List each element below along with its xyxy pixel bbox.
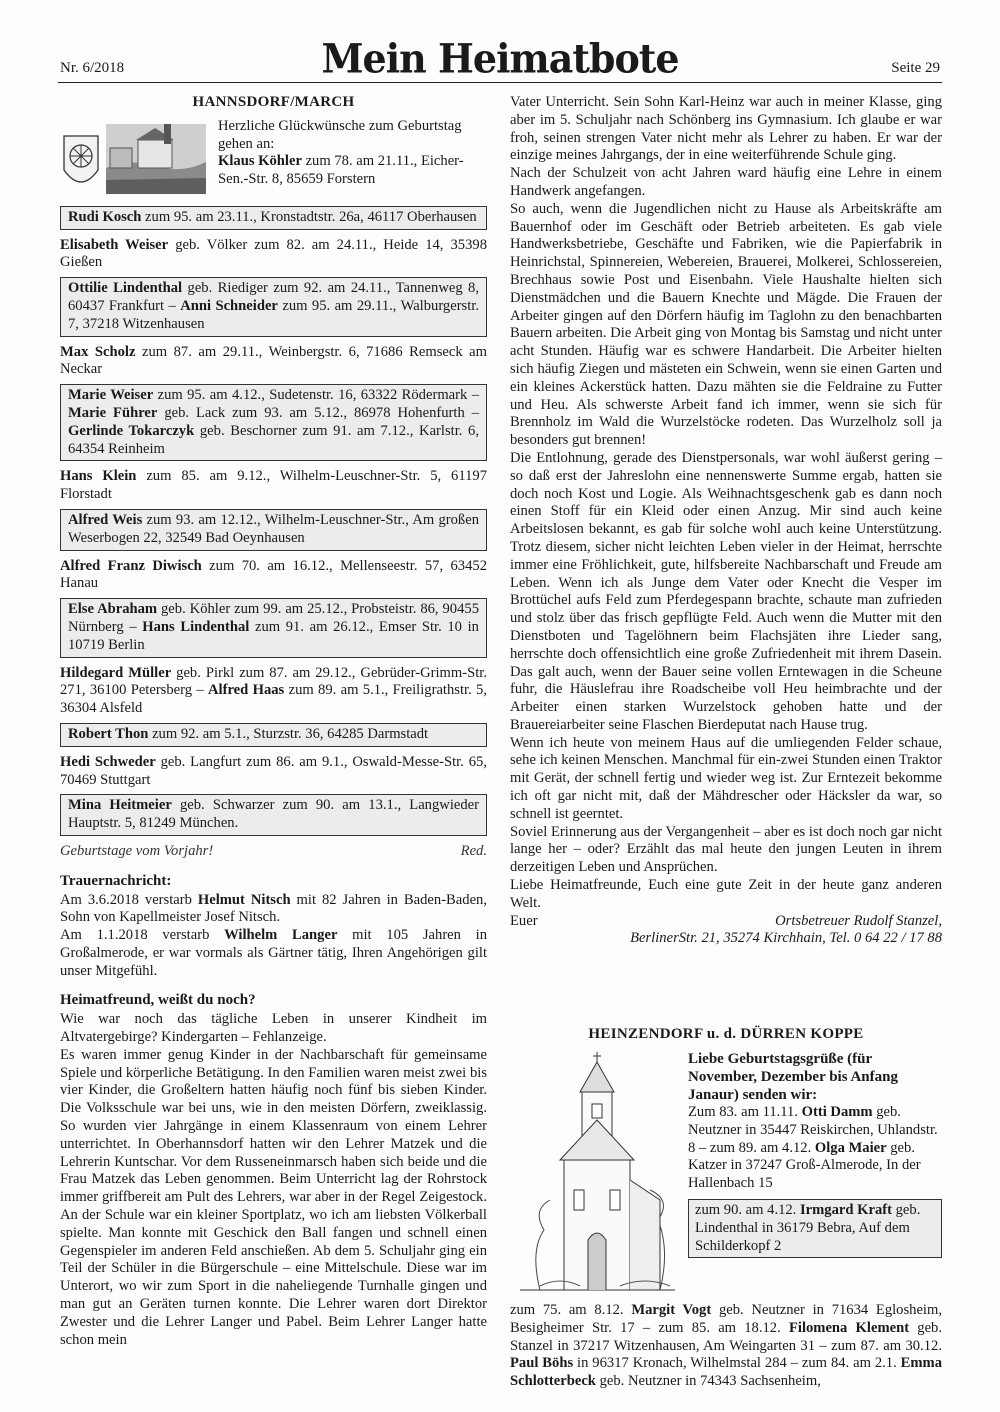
- obituary-paragraph: Am 3.6.2018 verstarb Helmut Nitsch mit 82 Jahren in Baden-Baden, Sohn von Kapellmeister Josef Nitsch.: [60, 891, 487, 926]
- birthday-entry: Max Scholz zum 87. am 29.11., Weinbergstr. 6, 71686 Remseck am Neckar: [60, 343, 487, 378]
- birthday-entry-boxed: Alfred Weis zum 93. am 12.12., Wilhelm-Leuschner-Str., Am großen Weserbogen 22, 32549 Bad Oeynhausen: [60, 509, 487, 551]
- birthday-entry-boxed: Mina Heitmeier geb. Schwarzer zum 90. am 13.1., Langwieder Hauptstr. 5, 81249 München.: [60, 794, 487, 836]
- heinzendorf-section: [510, 1026, 942, 1391]
- right-column: [510, 94, 942, 1391]
- birthday-entry: Klaus Köhler zum 78. am 21.11., Eicher-Sen.-Str. 8, 85659 Forstern: [218, 153, 464, 188]
- article-paragraph: Vater Unterricht. Sein Sohn Karl-Heinz war auch in meiner Klasse, ging aber im 5. Schuljahr nach Schönberg ins Gymnasium. Ich glaube er war froh, seinen strengen Vater nicht mehr als Lehrer zu haben. Er war der einzige meines Jahrgangs, der in eine weiterführende Schule ging.: [510, 94, 942, 164]
- birthday-entry: Hedi Schweder geb. Langfurt zum 86. am 9.1., Oswald-Messe-Str. 65, 70469 Stuttgart: [60, 753, 487, 788]
- heinzendorf-intro: Liebe Geburtstagsgrüße (für November, Dezember bis Anfang Janaur) senden wir:: [688, 1051, 898, 1104]
- header-rule: [58, 82, 942, 83]
- signature-address: BerlinerStr. 21, 35274 Kirchhain, Tel. 0 64 22 / 17 88: [630, 930, 942, 947]
- coat-of-arms-and-village-image: [60, 118, 210, 200]
- section-title-heinzendorf: HEINZENDORF u. d. DÜRREN KOPPE: [588, 1026, 864, 1043]
- page-number: Seite 29: [891, 60, 940, 76]
- birthday-entry: Hans Klein zum 85. am 9.12., Wilhelm-Leuschner-Str. 5, 61197 Florstadt: [60, 468, 487, 503]
- birthday-entry: Elisabeth Weiser geb. Völker zum 82. am 24.11., Heide 14, 35398 Gießen: [60, 236, 487, 271]
- issue-number: Nr. 6/2018: [60, 60, 125, 76]
- article-paragraph: Liebe Heimatfreunde, Euch eine gute Zeit in der heute ganz anderen Welt.: [510, 877, 942, 911]
- article-paragraph: Es waren immer genug Kinder in der Nachbarschaft für gemeinsame Spiele und körperliche Betätigung. In den Familien waren meist zwei bis vier Kinder, die Großeltern hatten häufig noch fünf bis sieben Kinder. Die Volksschule war bei uns, wie in den meisten Dörfern, zweiklassig. So wurden vier Jahrgänge in einem Klassenraum von einem Lehrer unterrichtet. In Oberhannsdorf hatten wir den Lehrer Matzek und die Lehrerin Kuntschar. Vor dem Russeneinmarsch haben sich beide und die Frau Matzek das Leben genommen. Beim Unterricht lag der Rohrstock immer griffbereit am Pult des Lehrers, war aber in der Regel Zeigestock. An der Schule war ein kleiner Sportplatz, wo ich am liebsten Völkerball spielte. Man konnte mit Geschick den Ball fangen und schnell einen Gegenspieler im anderen Feld anschießen. Ab dem 5. Schuljahr ging ein Teil der Schüler in die Bürgerschule – eine Mittelschule. Diese war im Unterort, wo wir zum Sport in die naheliegende Turnhalle gingen und man gut an Geräten turnen konnte. Die Lehrer waren dort Direktor Zwester und die Lehrer Langer und Pabel. Beim Lehrer Langer hatte schon mein: [60, 1046, 487, 1348]
- article-signature: [510, 913, 942, 931]
- birthday-intro: Herzliche Glückwünsche zum Geburtstag gehen an:: [218, 117, 462, 152]
- signature-greeting: Euer: [510, 912, 538, 929]
- birthday-entry-boxed: Ottilie Lindenthal geb. Riediger zum 92. am 24.11., Tannenweg 8, 60437 Frankfurt – Anni Schneider zum 95. am 29.11., Walburgerstr. 7, 37218 Witzenhausen: [60, 277, 487, 336]
- article-paragraph: Soviel Erinnerung aus der Vergangenheit – aber es ist doch noch gar nicht lange her – oder? Erzählt das mal heute den jungen Leuten in ihrem derzeitigen Leben und Ansprüchen.: [510, 823, 942, 876]
- article-paragraph: So auch, wenn die Jugendlichen nicht zu Hause als Arbeitskräfte am Bauernhof oder im Geschäft oder Betrieb arbeiteten. Es gab viele Handwerksbetriebe, Geschäfte und Fabriken, wie die Papierfabrik in Heinrichstal, Spinnereien, Webereien, Brauerei, Molkerei, Schlossereien, Brechhaus sowie Post und Eisenbahn. Viele Haushalte hielten sich Dienstmädchen und die Bauern Knechte und Mägde. Die Frauen der Arbeiter gingen auf den Dörfern häufig im Taglohn zu den benachbarten Bauern arbeiten. Die Arbeit ging von Montag bis Samstag und nicht unter acht Stunden. Häufig war es schwere Handarbeit. Die Arbeiter hielten sich häufig Ziegen und mästeten ein Schwein, wenn sie einen Garten und ein kleines Ackerstück hatten. Dazu mähten sie die Feldraine zu Futter und Heu. Als schwerste Arbeit fand ich immer, wenn sie sich für Brennholz im Wald die Wurzelstöcke rodeten. Das Wurzelholz soll ja besonders gut brennen!: [510, 200, 942, 449]
- masthead-title: Mein Heimatbote: [321, 34, 679, 83]
- page-header: [58, 30, 942, 90]
- birthday-entry: zum 75. am 8.12. Margit Vogt geb. Neutzner in 71634 Eglosheim, Besigheimer Str. 17 – zum 85. am 18.12. Filomena Klement geb. Stanzel in 37217 Witzenhausen, Am Weingarten 31 – zum 87. am 30.12. Paul Böhs in 96317 Kronach, Wilhelmstal 284 – zum 84. am 2.1. Emma Schlotterbeck geb. Neutzner in 74343 Sachsenheim,: [510, 1302, 943, 1390]
- birthday-entry-boxed: zum 90. am 4.12. Irmgard Kraft geb. Lindenthal in 36179 Bebra, Auf dem Schilderkopf 2: [688, 1199, 942, 1258]
- signature-author: Ortsbetreuer Rudolf Stanzel,: [775, 912, 942, 929]
- section-title-hannsdorf: HANNSDORF/MARCH: [192, 94, 355, 110]
- birthday-entry-boxed: Marie Weiser zum 95. am 4.12., Sudetenstr. 16, 63322 Rödermark – Marie Führer geb. Lack zum 93. am 5.12., 86978 Hohenfurth – Gerlinde Tokarczyk geb. Beschorner zum 91. am 7.12., Karlstr. 6, 64354 Reinheim: [60, 384, 487, 461]
- article-paragraph: Die Entlohnung, gerade des Dienstpersonals, war wohl äußerst gering – so daß erst der Jahreslohn eine nennenswerte Summe ergab, hatten sie doch noch Kost und Logie. Als Weihnachtsgeschenk gab es dann noch einen Stoff für ein Kleid oder einen Anzug. Mir sind auch keine Arbeitslosen bekannt, es gab für solche wohl auch keine Unterstützung. Trotz diesem, sicher nicht leichten Leben vieler in der Heimat, herrschte immer eine Fröhlichkeit, gute, hilfsbereite Nachbarschaft und Freude am Leben. Wenn ich als Junge dem Vater oder Knecht die Vesper im Brottüchel aufs Feld zum Pferdegespann brachte, schaute man zufrieden und stolz über das frisch gepflügte Feld. Auch wenn die Mutter mit den Dienstboten und Tagelöhnern beim Flachsjäten ihre Lieder sang, herrschte doch offensichtlich eine große Zufriedenheit mit ihrem Dasein. Das galt auch, wenn der Bauer seine vollen Erntewagen in die Scheune fuhr, die Häuslefrau ihre Roadscheibe voll Heu heimbrachte und der Arbeiter einen starken Wurzelstock gehoben hatte und der Brauereiarbeiter seine Flaschen Bierdeputat nach Hause trug.: [510, 449, 942, 733]
- note-signature: Red.: [460, 842, 487, 859]
- birthday-entry-boxed: Rudi Kosch zum 95. am 23.11., Kronstadtstr. 26a, 46117 Oberhausen: [60, 206, 487, 230]
- note-text: Geburtstage vom Vorjahr!: [60, 842, 214, 859]
- birthday-entry: Zum 83. am 11.11. Otti Damm geb. Neutzner in 35447 Reiskirchen, Uhlandstr. 8 – zum 89. am 4.12. Olga Maier geb. Katzer in 37247 Groß-Almerode, In der Hallenbach 15: [688, 1104, 938, 1192]
- birthday-entry: Hildegard Müller geb. Pirkl zum 87. am 29.12., Gebrüder-Grimm-Str. 271, 36100 Petersberg – Alfred Haas zum 89. am 5.1., Freiligrathstr. 5, 36304 Alsfeld: [60, 664, 487, 717]
- hannsdorf-intro: [60, 118, 487, 200]
- editor-note: [60, 843, 487, 861]
- article-paragraph: Wie war noch das tägliche Leben in unserer Kindheit im Altvatergebirge? Kindergarten – Fehlanzeige.: [60, 1011, 487, 1046]
- article-paragraph: Nach der Schulzeit von acht Jahren ward häufig eine Lehre in einem Handwerk angefangen.: [510, 165, 942, 199]
- section-title-trauer: Trauernachricht:: [60, 872, 172, 889]
- birthday-entry-boxed: Else Abraham geb. Köhler zum 99. am 25.12., Probsteistr. 86, 90455 Nürnberg – Hans Lindenthal zum 91. am 26.12., Emser Str. 10 in 10719 Berlin: [60, 598, 487, 657]
- article-paragraph: Wenn ich heute von meinem Haus auf die umliegenden Felder schaue, sehe ich keinen Menschen. Manchmal für ein-zwei Stunden einen Traktor mit Gerät, der schnell fertig und wieder weg ist. Zur Erntezeit bekomme ich oft gar nicht mit, daß der Mähdrescher oder Häcksler da war, so schnell ist geerntet.: [510, 734, 942, 822]
- left-column: [60, 94, 487, 1349]
- birthday-entry-boxed: Robert Thon zum 92. am 5.1., Sturzstr. 36, 64285 Darmstadt: [60, 723, 487, 747]
- birthday-entry: Alfred Franz Diwisch zum 70. am 16.12., Mellenseestr. 57, 63452 Hanau: [60, 557, 487, 592]
- section-title-heimat: Heimatfreund, weißt du noch?: [60, 992, 256, 1009]
- chapel-drawing-image: [510, 1050, 680, 1302]
- obituary-paragraph: Am 1.1.2018 verstarb Wilhelm Langer mit 105 Jahren in Großalmerode, er war vormals als Gärtner tätig, Ihren Angehörigen gilt unser Mitgefühl.: [60, 927, 488, 979]
